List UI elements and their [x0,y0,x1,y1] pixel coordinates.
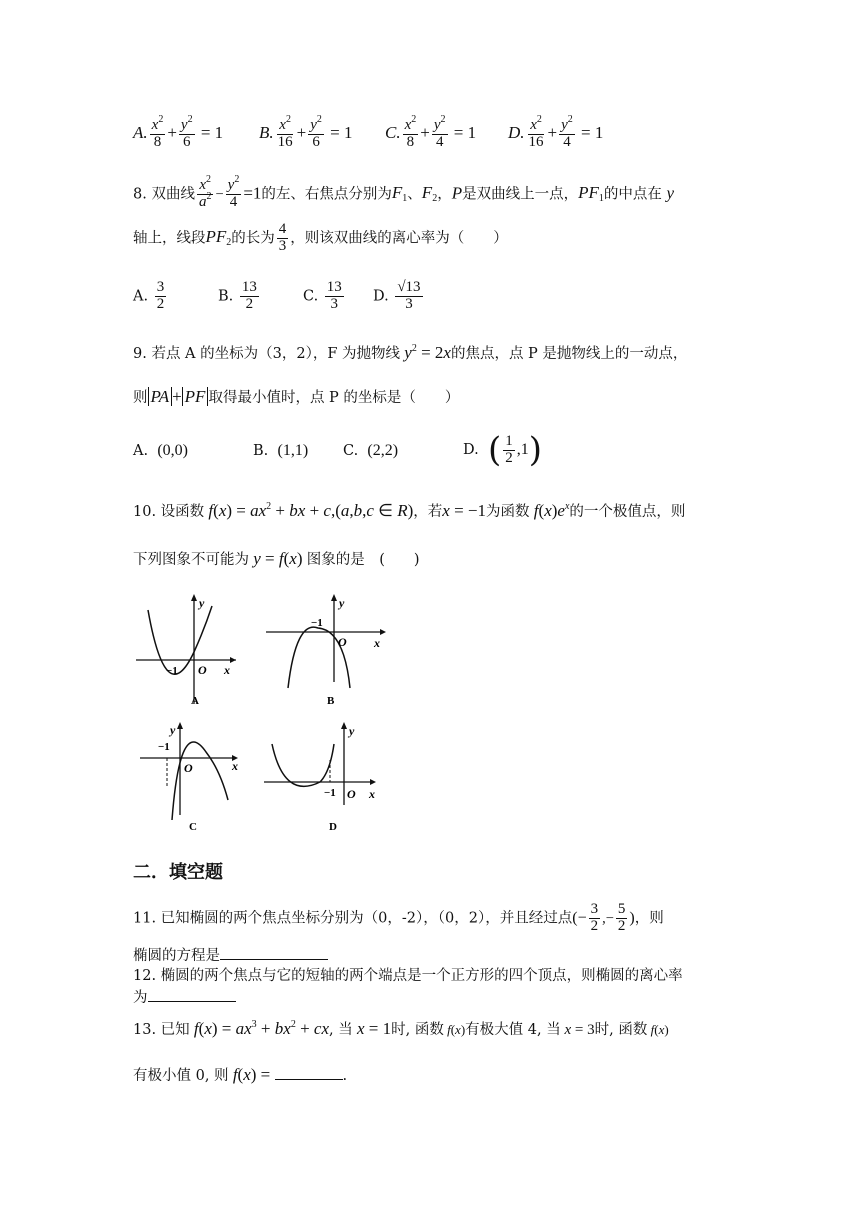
q12-answer-blank[interactable] [148,987,236,1002]
q9-option-d: D. ( $\frac{1}{2}$ ,1) [463,430,542,470]
q7-option-c: C. $\frac{x^2}{8}$ + $\frac{y^2}{4}$ = 1 [385,114,477,150]
q9-line1: 9. 若点 A 的坐标为（3，2），F 为抛物线 $y^2 = 2x$的焦点，点 P 是抛物线上的一动点， [133,343,688,362]
svg-text:y: y [199,596,205,610]
q9-option-a: A. (0,0) [133,442,188,459]
q9-text: 则 [133,390,148,406]
q13-text: , 当 [329,1022,353,1038]
q9-number: 9. [133,346,147,362]
q13-text: 有极小值 0, 则 [133,1068,229,1084]
svg-text:B: B [327,695,335,707]
q13-line2: 有极小值 0, 则 f(x) = . [133,1065,348,1084]
q13-answer-blank[interactable] [275,1065,343,1080]
q11-line2 [133,944,328,965]
q11-text: 已知椭圆的两个焦点坐标分别为（0，-2），（0，2），并且经过点 [160,910,573,927]
q12-line1 [133,964,683,985]
section-title: 二．填空题 [133,862,223,883]
q13-text: . [342,1068,348,1084]
q9-text: 若点 A 的坐标为（3，2），F 为抛物线 [151,346,401,362]
q10-text: 设函数 [160,504,205,520]
q9-option-b: B. (1,1) [253,442,309,459]
q7-option-b: B. $\frac{x^2}{16}$ + $\frac{y^2}{6}$ = 1 [259,114,353,150]
q8-option-d: D. $\frac{√13}{3}$ [373,279,421,312]
svg-text:x: x [374,636,380,650]
q8-hyperbola-term2: $\frac{y^2}{4}$ [227,174,240,210]
q11-number: 11. [133,910,157,927]
q10-text: 为函数 [486,504,530,520]
q10-line1: 10. 设函数 $f(x) = ax^2$ + bx + c,(a,b,c ∈ R)，若x = −1为函数 $f(x)e^x$的一个极值点，则 [133,501,686,520]
q10-graph-a [136,592,246,712]
svg-text:y: y [339,596,345,610]
svg-text:C: C [189,821,197,833]
q13-line1: 13. 已知 $f(x) = ax^3 + bx^2$ + cx, 当 x = 1时, 函数 f(x)有极大值 4, 当 x = 3时, 函数 f(x) [133,1019,669,1038]
svg-text:y: y [170,723,176,737]
svg-text:x: x [369,787,375,801]
q8-text: 是双曲线上一点， [462,186,579,203]
q11-answer-blank[interactable] [220,945,328,960]
svg-text:O: O [347,787,356,801]
q8-number: 8. [133,186,147,203]
svg-text:−1: −1 [324,787,336,799]
q11-text: 椭圆的方程是 [133,948,220,964]
q10-text: 的一个极值点，则 [569,504,686,520]
q8-text: 的长为 [231,230,275,247]
q10-graph-b [266,592,396,712]
q12-text: 为 [133,990,148,1006]
q11-text: ，则 [634,910,664,927]
q10-text: ，若 [413,504,443,520]
q11-line1: 11. 已知椭圆的两个焦点坐标分别为（0，-2），（0，2），并且经过点(− $\frac{3}{2}$ ,− $\frac{5}{2}$ )，则 [133,901,664,934]
q9-option-c: C. (2,2) [343,442,399,459]
q13-text: 时, 函数 [594,1022,648,1038]
svg-text:O: O [184,761,193,775]
svg-text:y: y [349,724,355,738]
q9-text: 取得最小值时，点 P 的坐标是（ ） [208,390,460,406]
q10-graph-d [264,720,394,840]
q8-text: ，则该双曲线的离心率为（ ） [290,230,508,247]
svg-text:−1: −1 [311,617,323,629]
q10-text: 图象的是 ( ) [306,552,420,568]
q13-text: 时, 函数 [391,1022,444,1038]
q12-number: 12. [133,968,157,984]
svg-text:O: O [198,663,207,677]
q9-text: 的焦点，点 P 是抛物线上的一动点， [450,346,688,362]
q8-text: 的中点在 [603,186,662,203]
svg-text:x: x [224,663,230,677]
q10-line2: 下列图象不可能为 y = f(x) 图象的是 ( ) [133,549,420,568]
q8-text: 轴上，线段 [133,230,206,247]
svg-text:x: x [232,759,238,773]
q7-option-d: D. $\frac{x^2}{16}$ + $\frac{y^2}{4}$ = 1 [508,114,604,150]
svg-text:O: O [338,635,347,649]
q12-line2 [133,986,236,1007]
q8-text: 的左、右焦点分别为 [261,186,392,203]
q10-graph-c [140,720,250,840]
q7-option-a: A. $\frac{x^2}{8}$ + $\frac{y^2}{6}$ = 1 [133,114,224,150]
svg-text:A: A [191,695,199,707]
q10-number: 10. [133,504,157,520]
q13-number: 13. [133,1022,157,1038]
q8-line1: 8. 双曲线 $\frac{x^2}{a^2}$ − $\frac{y^2}{4}$ =1的左、右焦点分别为$F_1$、$F_2$，P是双曲线上一点，$PF_1$的中点在 y [133,174,675,210]
q8-text: 双曲线 [151,186,195,203]
q8-option-b: B. $\frac{13}{2}$ [218,279,257,312]
q8-hyperbola-term1: $\frac{x^2}{a^2}$ [198,174,212,210]
svg-text:−1: −1 [166,665,178,677]
q8-line2: 轴上，线段$PF_2$的长为 $\frac{4}{3}$ ，则该双曲线的离心率为（ ） [133,221,508,254]
q13-text: 有极大值 4, 当 [465,1022,561,1038]
q9-line2: 则 PA + PF 取得最小值时，点 P 的坐标是（ ） [133,387,460,406]
q12-text: 椭圆的两个焦点与它的短轴的两个端点是一个正方形的四个顶点，则椭圆的离心率 [160,968,683,984]
q13-text: 已知 [160,1022,190,1038]
svg-text:D: D [329,821,337,833]
q10-text: 下列图象不可能为 [133,552,249,568]
q8-option-c: C. $\frac{13}{3}$ [303,279,342,312]
q8-option-a: A. $\frac{3}{2}$ [133,279,165,312]
svg-text:−1: −1 [158,741,170,753]
